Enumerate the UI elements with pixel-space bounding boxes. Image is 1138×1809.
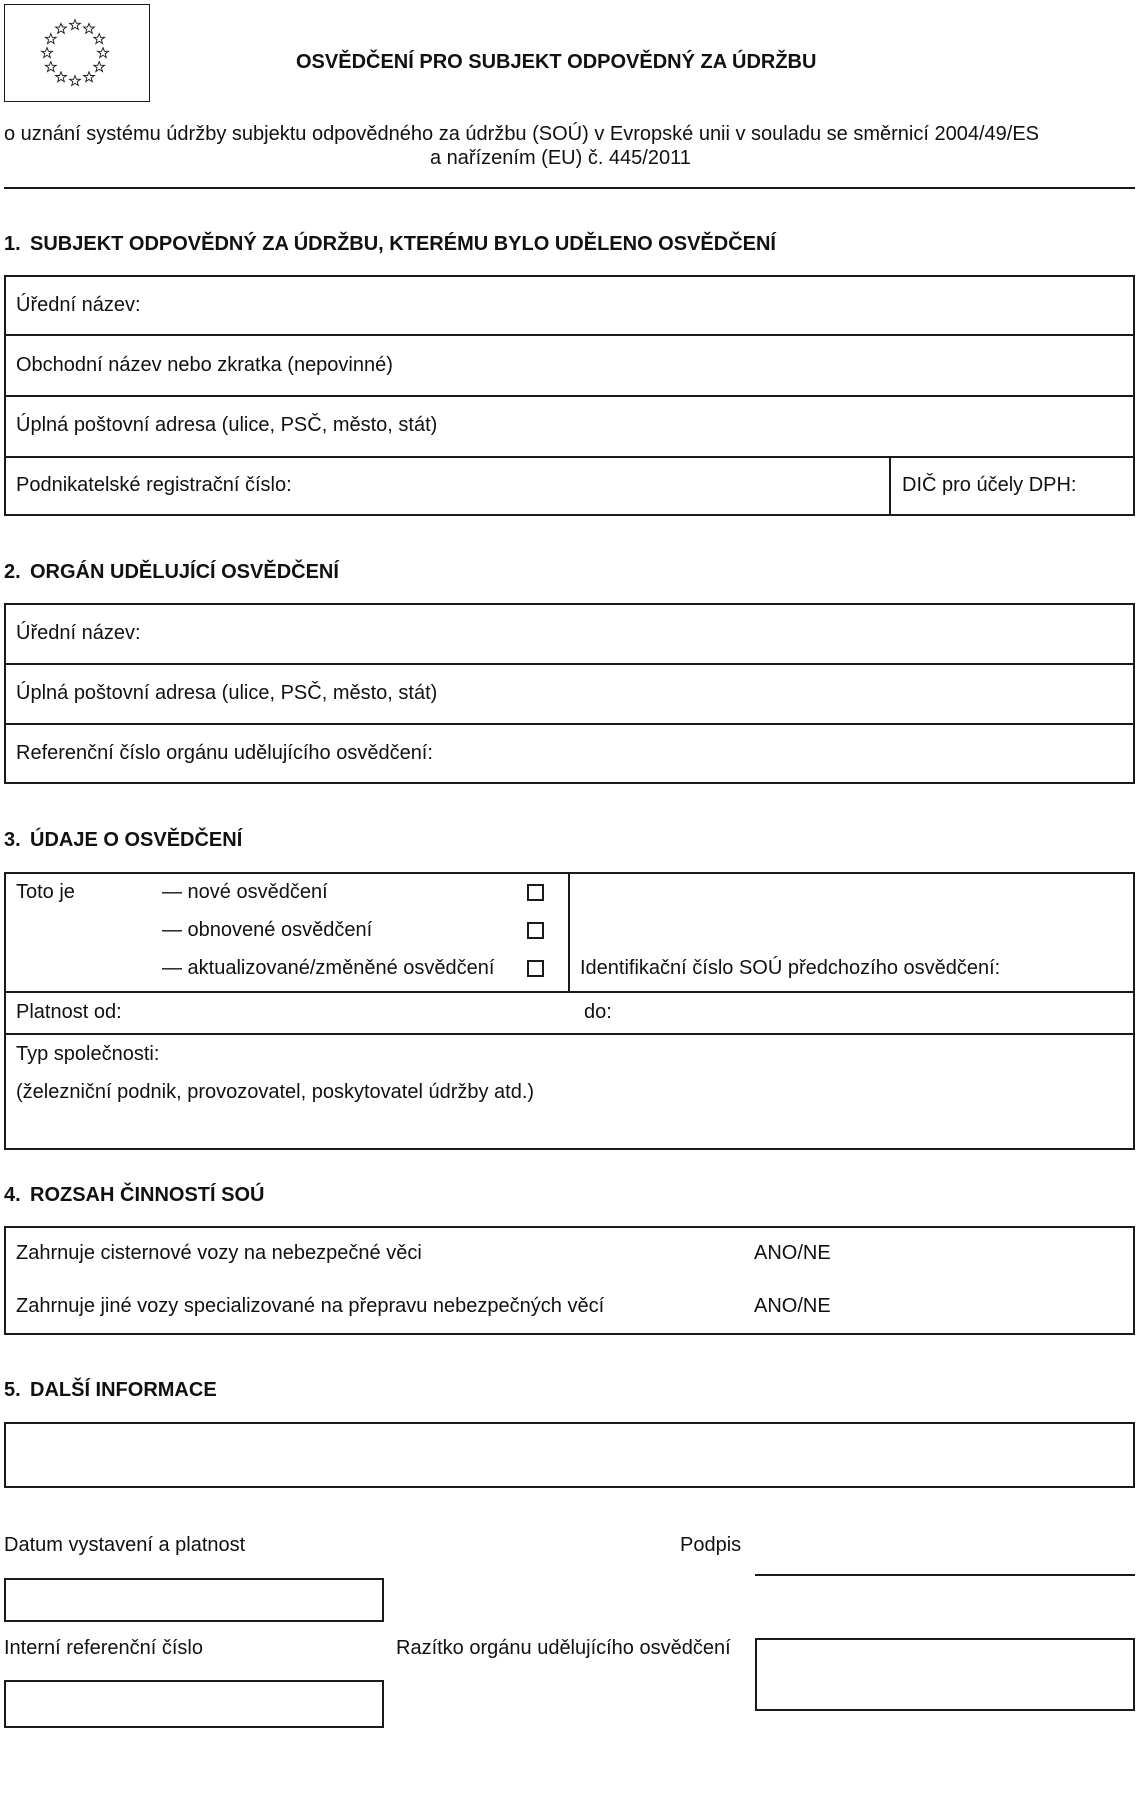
eu-flag-logo (4, 4, 150, 102)
section1-reg-number-field[interactable]: Podnikatelské registrační číslo: (16, 474, 292, 496)
section1-official-name-field[interactable]: Úřední název: (16, 294, 141, 316)
row-divider (4, 663, 1135, 665)
scope-row-label: Zahrnuje cisternové vozy na nebezpečné věci (16, 1242, 422, 1264)
section1-heading-number: 1. (4, 233, 21, 255)
renewed-certificate-checkbox[interactable] (527, 922, 544, 939)
document-subtitle-line2: a nařízením (EU) č. 445/2011 (430, 147, 691, 169)
section2-ref-number-field[interactable]: Referenční číslo orgánu udělujícího osvědčení: (16, 742, 433, 764)
stamp-label: Razítko orgánu udělujícího osvědčení (396, 1637, 731, 1659)
section4-heading: ROZSAH ČINNOSTÍ SOÚ (30, 1184, 265, 1206)
section5-heading: DALŠÍ INFORMACE (30, 1379, 217, 1401)
updated-certificate-checkbox[interactable] (527, 960, 544, 977)
valid-to-field[interactable]: do: (584, 1001, 612, 1023)
option-renewed-certificate-label: — obnovené osvědčení (162, 919, 373, 941)
row-divider (4, 723, 1135, 725)
section1-vat-id-field[interactable]: DIČ pro účely DPH: (902, 474, 1077, 496)
section1-address-field[interactable]: Úplná poštovní adresa (ulice, PSČ, město, stát) (16, 414, 438, 436)
issue-date-field[interactable] (4, 1578, 384, 1622)
option-new-certificate-label: — nové osvědčení (162, 881, 328, 903)
section1-trade-name-field[interactable]: Obchodní název nebo zkratka (nepovinné) (16, 354, 393, 376)
section4-heading-number: 4. (4, 1184, 21, 1206)
row-divider (4, 991, 1135, 993)
company-type-hint: (železniční podnik, provozovatel, poskytovatel údržby atd.) (16, 1081, 535, 1103)
scope-row-value[interactable]: ANO/NE (754, 1295, 831, 1317)
previous-certificate-id-field[interactable]: Identifikační číslo SOÚ předchozího osvědčení: (580, 957, 1001, 979)
section2-official-name-field[interactable]: Úřední název: (16, 622, 141, 644)
additional-info-field[interactable] (4, 1422, 1135, 1488)
col-divider (568, 872, 570, 992)
company-type-field[interactable]: Typ společnosti: (16, 1043, 160, 1065)
section2-address-field[interactable]: Úplná poštovní adresa (ulice, PSČ, město, stát) (16, 682, 438, 704)
row-divider (4, 456, 1135, 458)
section3-this-is-label: Toto je (16, 881, 75, 903)
section2-heading: ORGÁN UDĚLUJÍCÍ OSVĚDČENÍ (30, 561, 339, 583)
col-divider (889, 456, 891, 516)
new-certificate-checkbox[interactable] (527, 884, 544, 901)
document-title: OSVĚDČENÍ PRO SUBJEKT ODPOVĚDNÝ ZA ÚDRŽBU (296, 51, 817, 73)
internal-ref-label: Interní referenční číslo (4, 1637, 203, 1659)
issue-date-label: Datum vystavení a platnost (4, 1534, 246, 1556)
stamp-field[interactable] (755, 1638, 1135, 1711)
row-divider (4, 395, 1135, 397)
section3-heading-number: 3. (4, 829, 21, 851)
section3-heading: ÚDAJE O OSVĚDČENÍ (30, 829, 243, 851)
signature-label: Podpis (680, 1534, 742, 1556)
internal-ref-field[interactable] (4, 1680, 384, 1728)
eu-stars-icon (5, 5, 151, 103)
signature-line[interactable] (755, 1574, 1135, 1576)
row-divider (4, 1033, 1135, 1035)
section5-heading-number: 5. (4, 1379, 21, 1401)
section2-heading-number: 2. (4, 561, 21, 583)
document-subtitle-line1: o uznání systému údržby subjektu odpovědného za údržbu (SOÚ) v Evropské unii v souladu se směrnicí 2004/49/ES (4, 123, 1040, 145)
row-divider (4, 334, 1135, 336)
scope-row-value[interactable]: ANO/NE (754, 1242, 831, 1264)
option-updated-certificate-label: — aktualizované/změněné osvědčení (162, 957, 495, 979)
section1-heading: SUBJEKT ODPOVĚDNÝ ZA ÚDRŽBU, KTERÉMU BYLO UDĚLENO OSVĚDČENÍ (30, 233, 776, 255)
valid-from-field[interactable]: Platnost od: (16, 1001, 122, 1023)
header-divider (4, 187, 1135, 189)
scope-row-label: Zahrnuje jiné vozy specializované na přepravu nebezpečných věcí (16, 1295, 605, 1317)
